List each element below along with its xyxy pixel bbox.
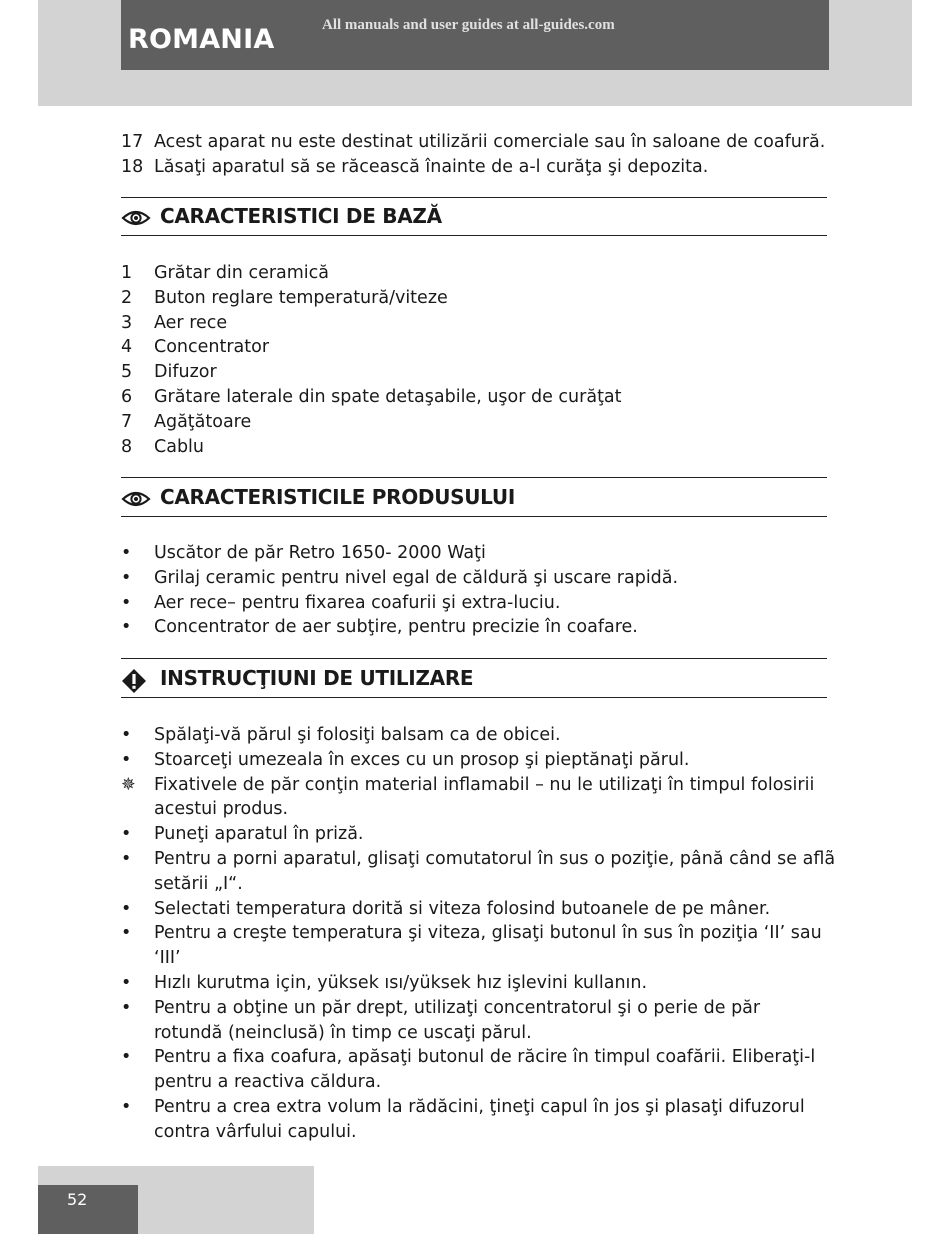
item-text: Grătar din ceramică (154, 263, 330, 283)
item-text: Puneţi aparatul în priză. (154, 824, 364, 845)
item-text: Spălaţi-vă părul şi folosiţi balsam ca de obicei. (154, 725, 561, 745)
bullet-marker: • (121, 543, 132, 563)
item-number: 8 (121, 436, 133, 457)
item-text: Agăţătoare (154, 411, 252, 432)
item-text: Pentru a creşte temperatura şi viteza, glisaţi butonul în sus în poziţia ‘II’ sau (154, 923, 822, 944)
item-text: Aer rece (154, 312, 228, 333)
bullet-marker: • (121, 824, 132, 845)
item-text: Aer rece– pentru fixarea coafurii şi extra-luciu. (154, 592, 561, 613)
item-text: Fixativele de păr conţin material inflamabil – nu le utilizaţi în timpul folosirii (154, 774, 815, 795)
item-text: acestui produs. (154, 799, 289, 820)
item-number: 18 (121, 156, 144, 177)
item-text: Lăsaţi aparatul să se răcească înainte de a-l curăţa şi depozita. (154, 156, 709, 177)
page-number: 52 (67, 1190, 88, 1209)
item-text: contra vârfului capului. (154, 1121, 357, 1142)
section-instructions-top-rule (121, 658, 827, 659)
item-text: setării „I“. (154, 873, 243, 894)
eye-icon (121, 489, 151, 513)
bullet-marker: • (121, 1047, 132, 1068)
item-text: Uscător de păr Retro 1650- 2000 Waţi (154, 543, 486, 563)
bullet-marker: • (121, 749, 132, 770)
item-text: Grilaj ceramic pentru nivel egal de căldură şi uscare rapidă. (154, 567, 679, 588)
bullet-marker: • (121, 973, 132, 993)
item-number: 2 (121, 287, 133, 308)
item-text: Cablu (154, 436, 205, 457)
section-product-bottom-rule (121, 516, 827, 517)
item-number: 4 (121, 337, 133, 358)
item-number: 6 (121, 387, 133, 407)
item-text: ‘III’ (154, 948, 181, 969)
item-text: Pentru a fixa coafura, apăsaţi butonul de răcire în timpul coafării. Eliberaţi-l (154, 1047, 816, 1068)
section-basic-bottom-rule (121, 235, 827, 236)
bullet-marker: • (121, 898, 132, 919)
item-text: Grătare laterale din spate detaşabile, uşor de curăţat (154, 387, 622, 407)
watermark-text: All manuals and user guides at all-guides.com (322, 17, 615, 33)
bullet-marker: • (121, 617, 132, 638)
item-text: Pentru a obţine un păr drept, utilizaţi concentratorul şi o perie de păr (154, 997, 761, 1018)
item-text: Selectati temperatura dorită si viteza folosind butoanele de pe mâner. (154, 898, 771, 919)
section-instructions-title: INSTRUCŢIUNI DE UTILIZARE (160, 666, 474, 690)
eye-icon (121, 208, 151, 232)
item-text: pentru a reactiva căldura. (154, 1072, 382, 1093)
bullet-marker: • (121, 849, 132, 869)
bullet-marker: • (121, 923, 132, 944)
bullet-marker: • (121, 1097, 132, 1117)
item-text: Difuzor (154, 362, 217, 383)
item-text: Buton reglare temperatură/viteze (154, 287, 448, 308)
bullet-marker: • (121, 567, 132, 588)
item-text: Stoarceţi umezeala în exces cu un prosop şi pieptănaţi părul. (154, 749, 690, 770)
item-number: 3 (121, 312, 133, 333)
section-product-top-rule (121, 477, 827, 478)
item-number: 5 (121, 362, 133, 383)
country-label: ROMANIA (128, 24, 275, 55)
item-text: Concentrator de aer subţire, pentru precizie în coafare. (154, 617, 638, 638)
item-number: 1 (121, 263, 133, 283)
bullet-marker: ✵ (121, 774, 136, 795)
item-number: 7 (121, 411, 133, 432)
section-instructions-bottom-rule (121, 697, 827, 698)
item-text: Acest aparat nu este destinat utilizării comerciale sau în saloane de coafură. (154, 132, 826, 152)
bullet-marker: • (121, 725, 132, 745)
item-text: Concentrator (154, 337, 270, 358)
item-text: Hızlı kurutma için, yüksek ısı/yüksek hız işlevini kullanın. (154, 973, 648, 993)
item-number: 17 (121, 132, 144, 152)
section-basic-top-rule (121, 197, 827, 198)
section-basic-title: CARACTERISTICI DE BAZĂ (160, 204, 442, 228)
item-text: Pentru a crea extra volum la rădăcini, ţineţi capul în jos şi plasaţi difuzorul (154, 1097, 805, 1117)
item-text: rotundă (neinclusă) în timp ce uscaţi părul. (154, 1022, 532, 1043)
bullet-marker: • (121, 997, 132, 1018)
item-text: Pentru a porni aparatul, glisaţi comutatorul în sus o poziţie, până când se aflã (154, 849, 836, 869)
warning-diamond-icon (121, 668, 147, 698)
section-product-title: CARACTERISTICILE PRODUSULUI (160, 485, 515, 509)
footer-box (38, 1185, 138, 1234)
bullet-marker: • (121, 592, 132, 613)
